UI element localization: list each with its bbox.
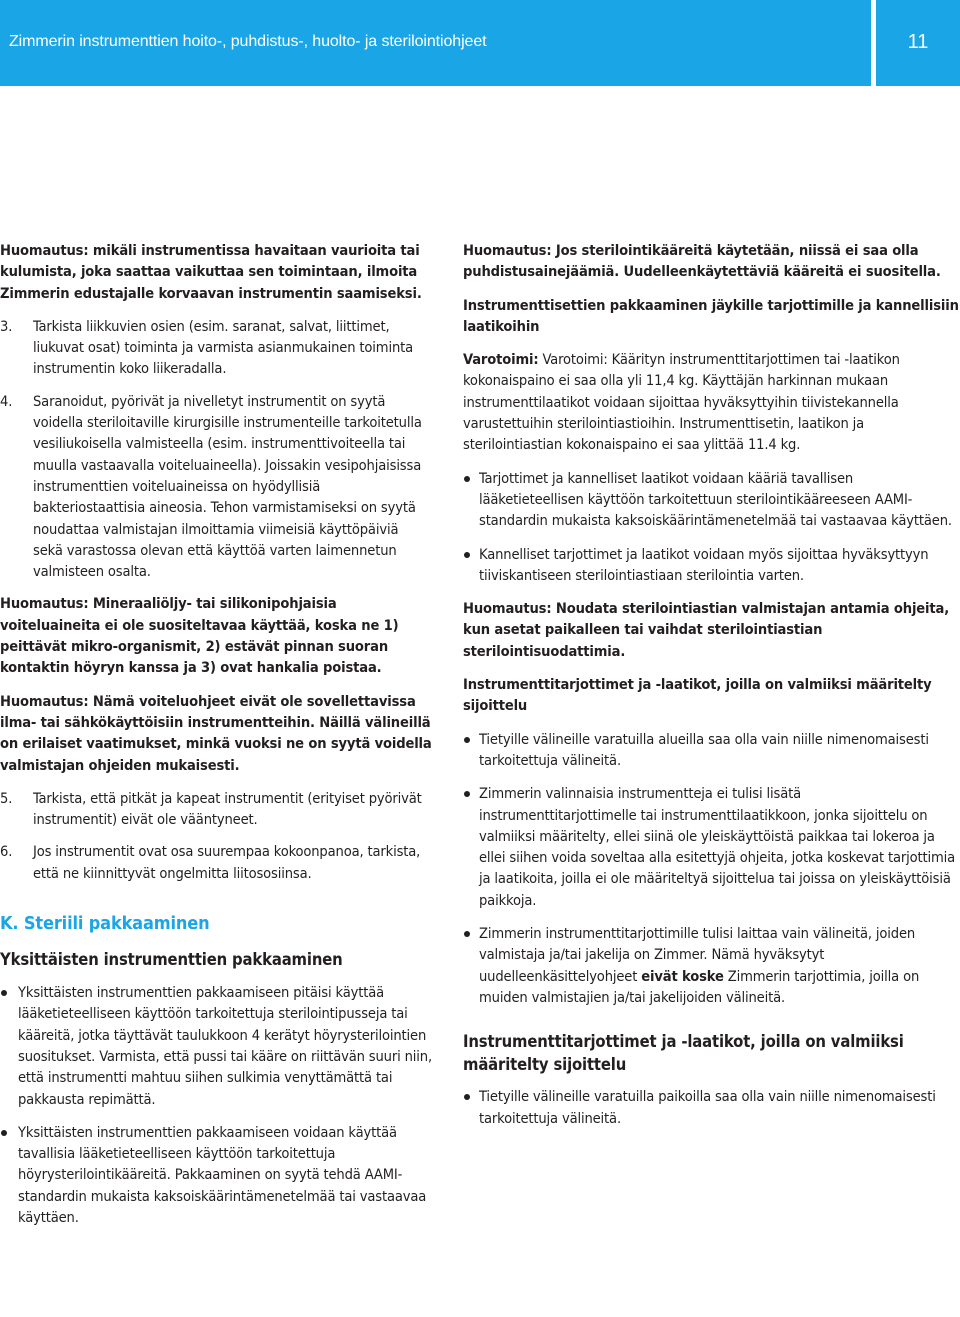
section-heading: K. Steriili pakkaaminen bbox=[0, 913, 210, 935]
warning-weight bbox=[463, 349, 960, 455]
step-text: Tarkista, että pitkät ja kapeat instrumentit (erityiset pyörivät instrumentit) eivät ole vääntyneet. bbox=[33, 789, 422, 829]
note-powered-instruments: Huomautus: Nämä voiteluohjeet eivät ole sovellettavissa ilma- tai sähkökäyttöisiin instrumentteihin. Näillä välineillä on erilaiset vaatimukset, minkä vuoksi ne on syytä voidella valmistajan ohjeiden mukaisesti. bbox=[0, 692, 432, 774]
step-item bbox=[0, 841, 432, 884]
left-column bbox=[0, 240, 432, 1240]
document-title: Zimmerin instrumenttien hoito-, puhdistus-, huolto- ja sterilointiohjeet bbox=[9, 33, 487, 50]
bullet-text-rest: Zimmerin tarjottimia, joilla on muiden valmistajien ja/tai jakelijoiden välineitä. bbox=[479, 967, 920, 1006]
bullet-item bbox=[463, 923, 960, 1008]
step-item bbox=[0, 788, 432, 831]
layout-bullets bbox=[463, 729, 960, 1009]
bullet-item: Kannelliset tarjottimet ja laatikot voidaan myös sijoittaa hyväksyttyyn tiiviskantiseen sterilointiastiaan sterilointia varten. bbox=[463, 544, 960, 587]
step-number: 6. bbox=[0, 843, 13, 861]
bullet-item: Zimmerin valinnaisia instrumentteja ei tulisi lisätä instrumenttitarjottimelle tai instrumenttilaatikkoon, jonka sijoittelu on valmiiksi määritelty, ellei siinä ole yleiskäyttöistä paikkaa tai lokeroa ja ellei siihen voida soveltaa alla esitettyjä ohjeita, jotka koskevat tarjottimia ja laatikoita, joilla ei ole määriteltyä sijoittelua tai joissa on yleiskäyttöisiä paikkoja. bbox=[463, 783, 960, 911]
page-number-box bbox=[876, 0, 960, 86]
note-wraps: Huomautus: Jos sterilointikääreitä käytetään, niissä ei saa olla puhdistusainejäämiä. Uudelleenkäytettäviä kääreitä ei suositella. bbox=[463, 242, 941, 281]
step-item bbox=[0, 316, 432, 380]
warning-text: Varotoimi: Käärityn instrumenttitarjottimen tai -laatikon kokonaispaino ei saa olla yli 11,4 kg. Käyttäjän harkinnan mukaan instrumenttilaatikot voidaan sijoittaa hyväksyttyihin tiivistekannella varustettuihin sterilointiastioihin. Instrumenttisetin, laatikon ja sterilointiastian kokonaispaino ei saa ylittää 11.4 kg. bbox=[463, 351, 900, 454]
bullet-item: Tarjottimet ja kannelliset laatikot voidaan kääriä tavallisen lääketieteellisen käyttöön tarkoitettuun sterilointikääreeseen AAMI-standardin mukaista kaksoiskäärintämenetelmää tai vastaavaa käyttäen. bbox=[463, 468, 960, 532]
steps-list-a bbox=[0, 316, 432, 583]
heading-predefined-layout-2: Instrumenttitarjottimet ja -laatikot, joilla on valmiiksi määritelty sijoittelu bbox=[463, 1032, 904, 1075]
page-number: 11 bbox=[907, 31, 929, 53]
header-bar bbox=[0, 0, 871, 86]
step-text: Tarkista liikkuvien osien (esim. saranat, salvat, liittimet, liukuvat osat) toiminta ja varmista asianmukainen toiminta instrumentin koko liikeradalla. bbox=[33, 317, 414, 378]
bullet-item: Yksittäisten instrumenttien pakkaamiseen pitäisi käyttää lääketieteelliseen käyttöön tarkoitettuja sterilointipusseja tai kääreitä, jotka täyttävät taulukkoon 4 kerätyt höyrysterilointien suositukset. Varmista, että pussi tai kääre on riittävän suuri niin, että instrumentti mahtuu siihen sulkimia venyttämättä tai pakkausta repimättä. bbox=[0, 982, 432, 1110]
step-text: Jos instrumentit ovat osa suurempaa kokoonpanoa, tarkista, että ne kiinnittyvät ongelmitta liitososiinsa. bbox=[33, 843, 421, 882]
final-bullets bbox=[463, 1086, 960, 1129]
bullet-item: Tietyille välineille varatuilla paikoilla saa olla vain niille nimenomaisesti tarkoitettuja välineitä. bbox=[463, 1086, 960, 1129]
step-number: 4. bbox=[0, 392, 13, 410]
step-item bbox=[0, 391, 432, 583]
packaging-bullets bbox=[0, 982, 432, 1228]
bullet-item: Tietyille välineille varatuilla alueilla saa olla vain niille nimenomaisesti tarkoitettuja välineitä. bbox=[463, 729, 960, 772]
bullet-item: Yksittäisten instrumenttien pakkaamiseen voidaan käyttää tavallisia lääketieteelliseen käyttöön tarkoitettuja höyrysterilointikääreitä. Pakkaaminen on syytä tehdä AAMI-standardin mukaista kaksoiskäärintämenetelmää tai vastaavaa käyttäen. bbox=[0, 1122, 432, 1228]
heading-predefined-layout: Instrumenttitarjottimet ja -laatikot, joilla on valmiiksi määritelty sijoittelu bbox=[463, 676, 932, 715]
subsection-heading: Yksittäisten instrumenttien pakkaaminen bbox=[0, 950, 343, 970]
step-number: 3. bbox=[0, 317, 13, 335]
note-damage: Huomautus: mikäli instrumentissa havaitaan vaurioita tai kulumista, joka saattaa vaikuttaa sen toimintaan, ilmoita Zimmerin edustajalle korvaavan instrumentin saamiseksi. bbox=[0, 242, 422, 302]
heading-trays: Instrumenttisettien pakkaaminen jäykille tarjottimille ja kannellisiin laatikoihin bbox=[463, 296, 959, 335]
right-column bbox=[463, 240, 960, 1141]
note-mineral-oil: Huomautus: Mineraaliöljy- tai silikonipohjaisia voiteluaineita ei ole suositeltavaa käyttää, koska ne 1) peittävät mikro-organismit, 2) estävät pinnan suoran kontaktin höyryn kanssa ja 3) ovat hankalia poistaa. bbox=[0, 595, 399, 677]
steps-list-b bbox=[0, 788, 432, 884]
page-header bbox=[0, 0, 960, 86]
note-container-filters: Huomautus: Noudata sterilointiastian valmistajan antamia ohjeita, kun asetat paikalleen tai vaihdat sterilointiastian sterilointisuodattimia. bbox=[463, 600, 950, 660]
bullet-text: Zimmerin instrumenttitarjottimille tulisi laittaa vain välineitä, joiden valmistaja ja/tai jakelija on Zimmer. Nämä hyväksytyt uudelleenkäsittelyohjeet bbox=[479, 925, 916, 985]
bullet-emphasis: eivät koske bbox=[641, 967, 724, 985]
warning-label: Varotoimi: bbox=[463, 351, 539, 369]
step-number: 5. bbox=[0, 789, 13, 807]
step-text: Saranoidut, pyörivät ja nivelletyt instrumentit on syytä voidella steriloitaville kirurgisille instrumenteille tarkoitetulla vesiliukoisella valmisteella (esim. instrumenttivoiteella tai muulla vastaavalla voiteluaineella). Joissakin vesipohjaisissa instrumenttien voiteluaineissa on hyödyllisiä bakteriostaattisia aineosia. Tehon varmistamiseksi on syytä noudattaa valmistajan ilmoittamia viimeisiä käyttöpäiviä sekä varastossa olevan että käyttöä varten laimennetun valmisteen osalta. bbox=[33, 392, 422, 581]
tray-bullets bbox=[463, 468, 960, 586]
